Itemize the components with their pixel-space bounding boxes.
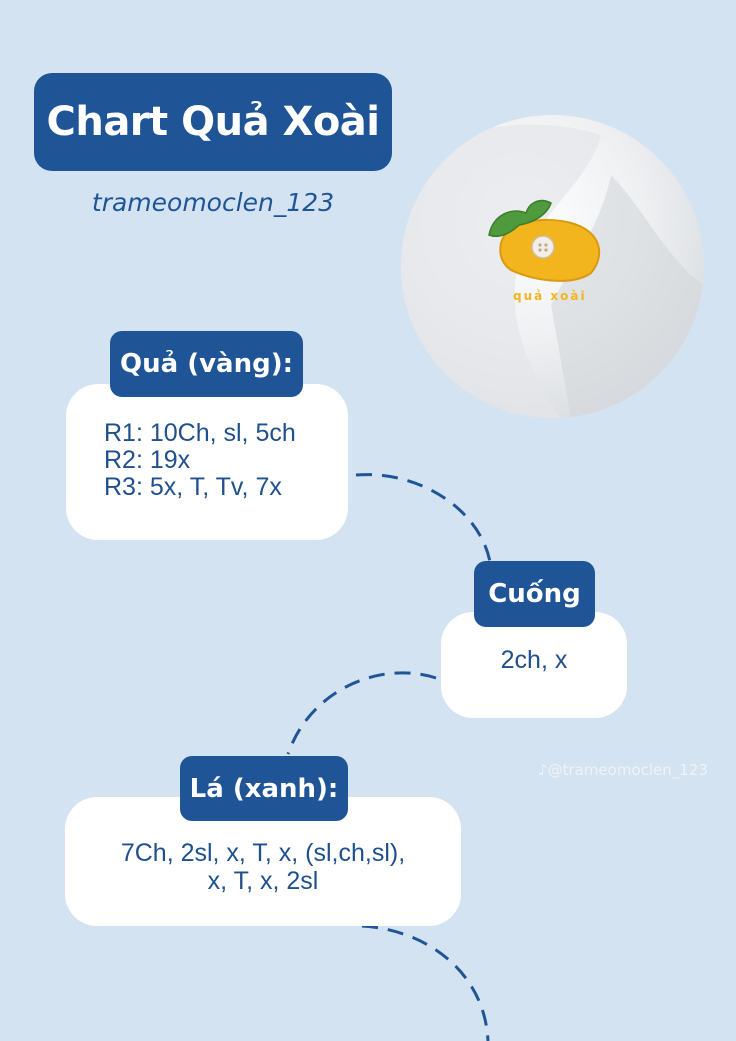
cuong-section-label: Cuống [474,561,595,627]
la-line-2: x, T, x, 2sl [207,867,319,895]
author-handle: trameomoclen_123 [91,188,335,217]
mango-photo [401,115,704,418]
qua-section-label: Quả (vàng): [110,331,303,397]
tiktok-watermark: ♪@trameomoclen_123 [538,761,708,779]
la-line-1: 7Ch, 2sl, x, T, x, (sl,ch,sl), [120,839,406,867]
mango-brooch-illustration [401,115,704,418]
cuong-line-1: 2ch, x [500,646,568,674]
qua-line-2: R2: 19x [104,446,191,474]
qua-line-3: R3: 5x, T, Tv, 7x [104,473,282,501]
page-title: Chart Quả Xoài [34,73,392,171]
connector-la-to-next [362,926,488,1041]
button-icon [532,236,554,258]
connector-qua-to-cuong [356,475,490,562]
la-section-label: Lá (xanh): [180,756,348,821]
qua-instructions-card [66,384,348,540]
photo-caption: quả xoài [513,289,587,303]
connector-cuong-to-la [288,673,436,754]
cuong-instructions-card [441,612,627,718]
qua-line-1: R1: 10Ch, sl, 5ch [104,419,296,447]
